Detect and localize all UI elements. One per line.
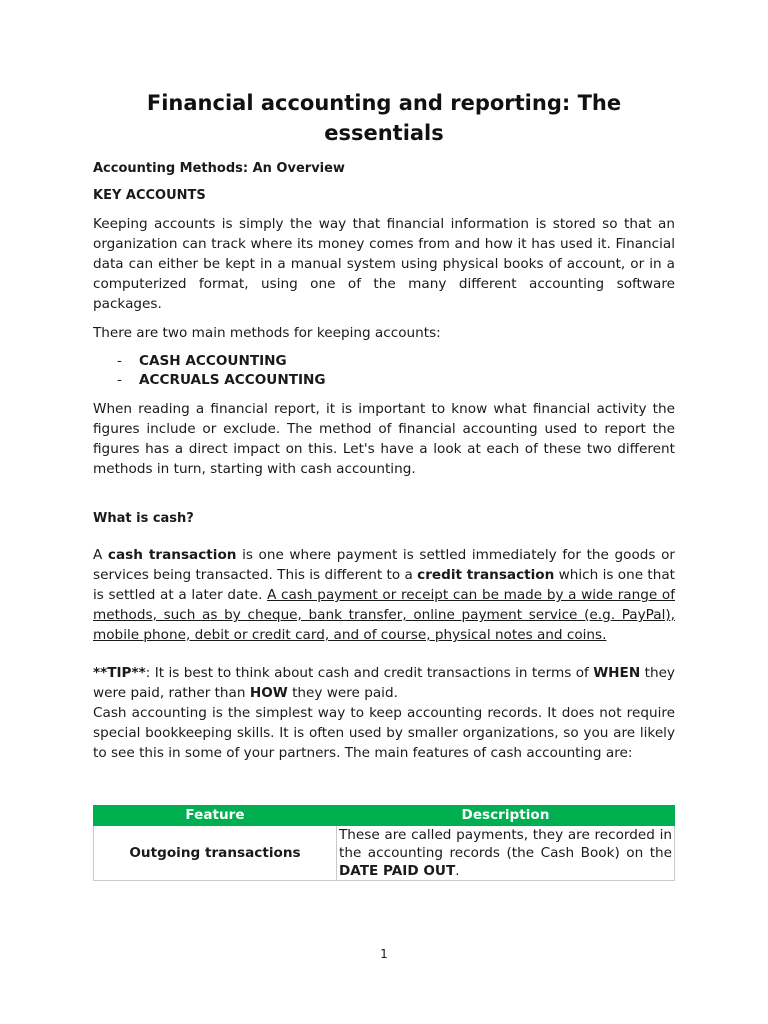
- methods-list: [93, 352, 675, 390]
- method-accruals-accounting: ACCRUALS ACCOUNTING: [139, 372, 326, 388]
- text-run: .: [455, 863, 460, 879]
- text-run: they were paid.: [287, 685, 398, 701]
- list-dash: -: [117, 353, 122, 369]
- list-dash: -: [117, 372, 122, 388]
- text-run: is one where payment is settled immediately for the goods or services being transacted. This is different to a: [93, 547, 675, 583]
- cash-transaction-paragraph: [93, 545, 675, 645]
- list-item: [93, 352, 675, 371]
- underlined-payment-methods: A cash payment or receipt can be made by a wide range of methods, such as by cheque, bank transfer, online payment service (e.g. PayPal), mobile phone, debit or credit card, and of course, physical notes and coins.: [93, 587, 675, 643]
- list-item: [93, 371, 675, 390]
- text-run: A: [93, 547, 108, 563]
- feature-cell: Outgoing transactions: [94, 826, 337, 881]
- date-paid-out-term: DATE PAID OUT: [339, 863, 456, 879]
- features-table: [93, 805, 675, 881]
- tip-label: **TIP**: [93, 665, 146, 681]
- column-header-feature: Feature: [94, 806, 337, 826]
- text-run: These are called payments, they are recorded in the accounting records (the Cash Book) on the: [339, 827, 672, 861]
- text-run: they were paid, rather than: [93, 665, 675, 701]
- method-cash-accounting: CASH ACCOUNTING: [139, 353, 287, 369]
- what-is-cash-heading: What is cash?: [93, 511, 194, 526]
- when-term: WHEN: [593, 665, 641, 681]
- overview-heading: Accounting Methods: An Overview: [93, 161, 345, 176]
- cash-transaction-term: cash transaction: [107, 547, 237, 563]
- key-accounts-heading: KEY ACCOUNTS: [93, 188, 206, 203]
- text-run: which is one that is settled at a later date.: [93, 567, 675, 603]
- how-term: HOW: [249, 685, 288, 701]
- methods-intro: There are two main methods for keeping accounts:: [93, 325, 441, 341]
- reading-paragraph: When reading a financial report, it is important to know what financial activity the figures include or exclude. The method of financial accounting used to report the figures has a direct impact on this. Let's have a look at each of these two different methods in turn, starting with cash accounting.: [93, 401, 675, 477]
- document-page: [93, 88, 675, 881]
- column-header-description: Description: [337, 806, 675, 826]
- text-run: : It is best to think about cash and credit transactions in terms of: [145, 665, 594, 681]
- tip-paragraph: [93, 663, 675, 703]
- page-title: Financial accounting and reporting: The essentials: [146, 91, 622, 145]
- page-number: 1: [380, 947, 388, 961]
- key-accounts-paragraph: Keeping accounts is simply the way that financial information is stored so that an organization can track where its money comes from and how it has used it. Financial data can either be kept in a manual system using physical books of account, or in a computerized format, using one of the many different accounting software packages.: [93, 216, 675, 312]
- table-header-row: [94, 806, 675, 826]
- credit-transaction-term: credit transaction: [417, 567, 555, 583]
- description-cell: [337, 826, 675, 881]
- table-row: [94, 826, 675, 881]
- cash-accounting-paragraph: Cash accounting is the simplest way to keep accounting records. It does not require special bookkeeping skills. It is often used by smaller organizations, so you are likely to see this in some of your partners. The main features of cash accounting are:: [93, 705, 675, 761]
